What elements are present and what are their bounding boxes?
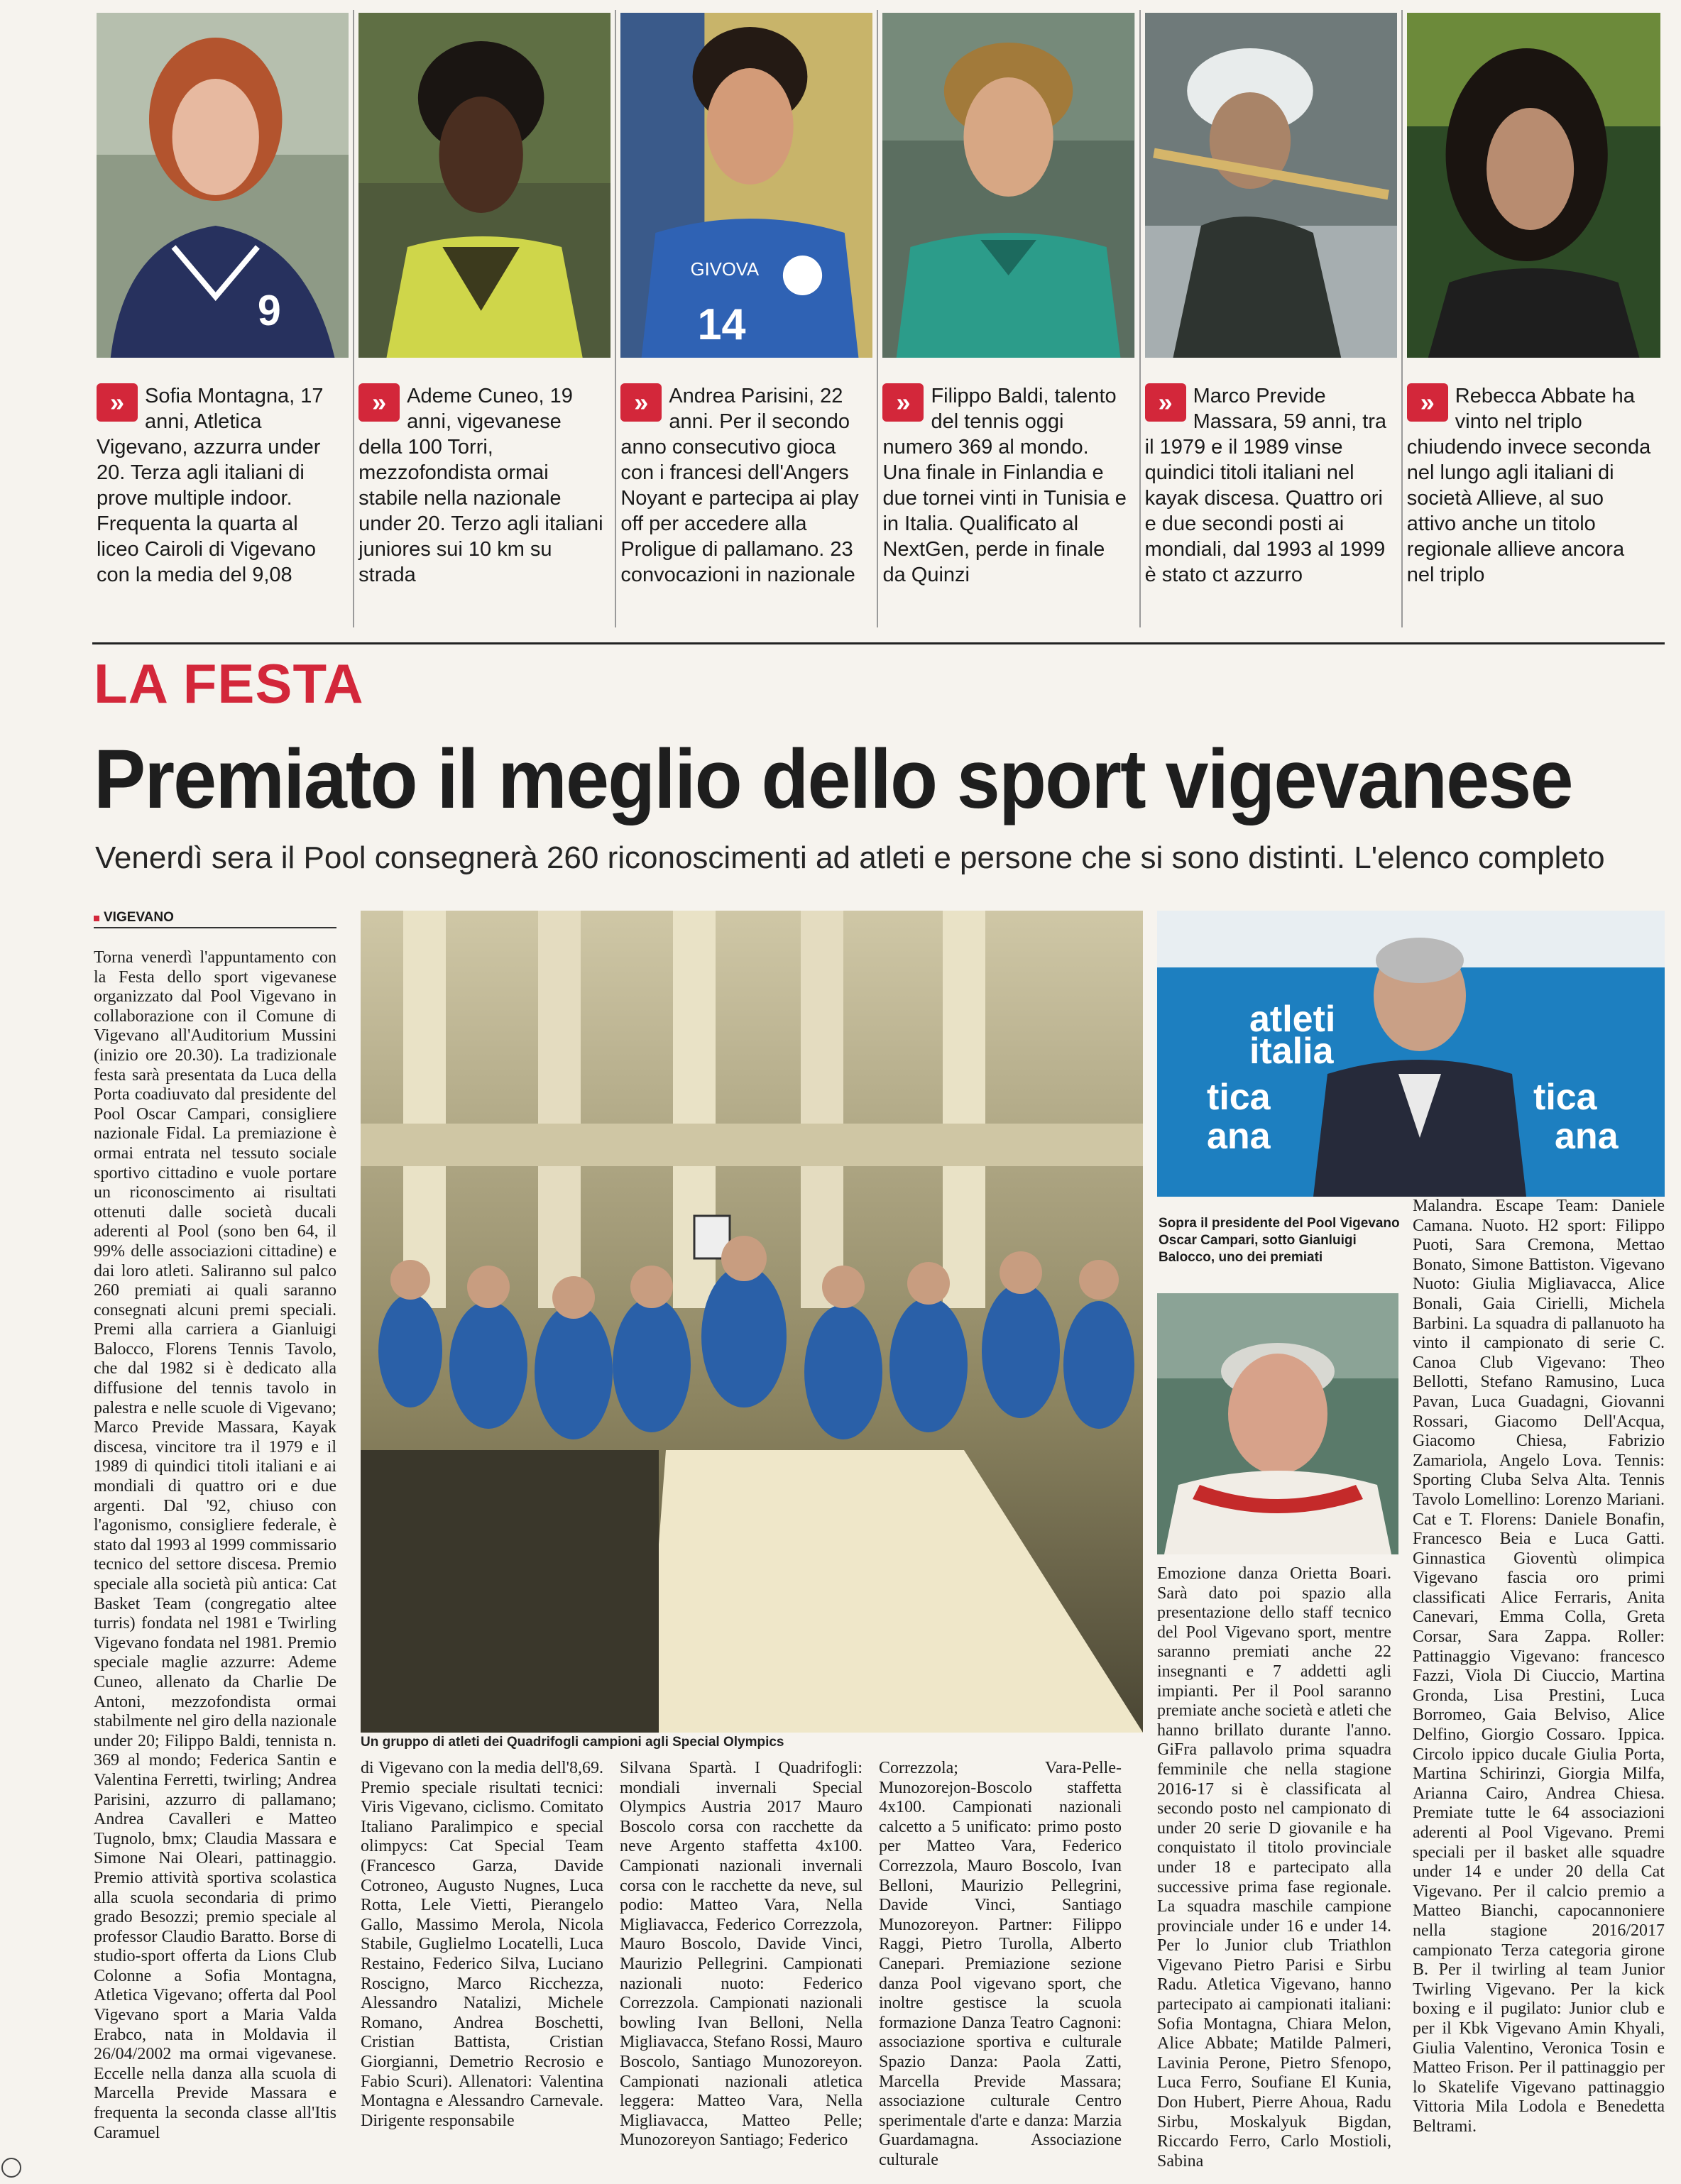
body-column-1: Torna venerdì l'appuntamento con la Festa dello sport vigevanese organizzato dal Pool Vigevano in collaborazione con il Comune di Vigevano all'Auditorium Mussini (inizio ore 20.30). La tradizionale festa sarà presentata da Luca della Porta coadiuvato dal presidente del Pool Oscar Campari, consigliere nazionale Fidal. La premiazione è ormai entrata nel tessuto sociale sportivo cittadino e vuole portare un riconoscimento ai risultati ottenuti dalle società ducali aderenti al Pool (sono ben 64, il 99% delle associazioni cittadine) e dai loro atleti. Saliranno sul palco 260 premiati ai quali saranno consegnati alcuni premi speciali. Premi alla carriera a Gianluigi Balocco, Florens Tennis Tavolo, che dal 1982 si è dedicato alla diffusione del tennis tavolo in palestra e nelle scuole di Vigevano; Marco Previde Massara, Kayak discesa, vincitore tra il 1979 e il 1989 di quindici titoli italiani e ai mondiali di quattro ori e due argenti. Dal '92, chiuso con l'agonismo, consigliere federale, è stato dal 1993 al 1999 commissario tecnico del settore discesa. Premio speciale alla società più antica: Cat Basket Team (congregatio altee turris) fondata nel 1981 e Twirling Vigevano fondata nel 1981. Premio speciale maglie azzurre: Ademe Cuneo, allenato da Charlie De Antoni, mezzofondista ormai stabilmente nel giro della nazionale under 20; Filippo Baldi, tennista n. 369 al mondo; Federica Santin e Valentina Ferretti, twirling; Andrea Parisini, azzurro di pallamano; Andrea Cavalleri e Matteo Tugnolo, bmx; Claudia Massara e Simone Nai Oleari, pattinaggio. Premio attività sportiva scolastica alla scuola secondaria di primo grado Besozzi; premio speciale al professor Claudio Baratto. Borse di studio-sport offerta da Lions Club Colonne a Sofia Montagna, Atletica Vigevano; offerta dal Pool Vigevano sport a Maria Valda Erabco, nata in Moldavia il 26/04/2002 ma ormai vigevanese. Eccelle nella danza alla scuola di Marcella Previde Massara e frequenta la seconda classe all'Itis Caramuel [94, 948, 336, 2142]
athlete-photo [1145, 13, 1397, 358]
article-headline: Premiato il meglio dello sport vigevanese [94, 732, 1572, 826]
president-photo-caption: Sopra il presidente del Pool Vigevano Oscar Campari, sotto Gianluigi Balocco, uno dei premiati [1159, 1216, 1400, 1265]
svg-text:tica: tica [1207, 1077, 1271, 1118]
dateline: VIGEVANO [94, 910, 336, 928]
section-divider [92, 642, 1665, 644]
balocco-photo [1157, 1293, 1398, 1554]
svg-text:italia: italia [1249, 1031, 1334, 1072]
athlete-card-andrea-parisini [616, 10, 878, 627]
double-chevron-right-icon: » [358, 383, 400, 422]
page-corner-mark [1, 2158, 21, 2178]
dateline-marker-icon [94, 916, 99, 921]
athlete-card-marco-previde-massara [1141, 10, 1403, 627]
article-subhead: Venerdì sera il Pool consegnerà 260 riconoscimenti ad atleti e persone che si sono distinti. L'elenco completo [95, 840, 1605, 875]
svg-text:ana: ana [1555, 1116, 1619, 1157]
double-chevron-right-icon: » [97, 383, 138, 422]
svg-text:atleti: atleti [1249, 999, 1336, 1040]
body-column-4: Correzzola; Vara-Pelle-Munozorejon-Boscolo staffetta 4x100. Campionati nazionali calcetto a 5 unificato: primo posto per Matteo Vara, Federico Correzzola, Mauro Boscolo, Ivan Belloni, Maurizio Pellegrini, Davide Vinci, Santiago Munozoreyon. Partner: Filippo Raggi, Pietro Turolla, Alberto Canepari. Premiazione sezione danza Pool vigevano sport, che inoltre gestisce la scuola formazione Danza Teatro Cagnoni: associazione sportiva e culturale Spazio Danza: Paola Zatti, Marcella Previde Massara; associazione culturale Centro sperimentale d'arte e danza: Marzia Guardamagna. Associazione culturale [879, 1759, 1122, 2169]
athlete-caption: » Rebecca Abbate ha vinto nel triplo chiudendo invece seconda nel lungo agli italiani di società Allieve, al suo attivo anche un titolo regionale allieve ancora nel triplo [1406, 385, 1651, 586]
svg-text:9: 9 [257, 286, 281, 335]
athlete-photo [97, 13, 349, 358]
svg-text:ana: ana [1207, 1116, 1271, 1157]
president-photo [1157, 911, 1665, 1197]
svg-text:14: 14 [697, 300, 746, 350]
group-photo [361, 911, 1143, 1733]
athlete-caption: » Ademe Cuneo, 19 anni, vigevanese della 100 Torri, mezzofondista ormai stabile nella nazionale under 20. Terzo agli italiani juniores sui 10 km su strada [358, 385, 603, 586]
body-column-6: Malandra. Escape Team: Daniele Camana. Nuoto. H2 sport: Filippo Puoti, Sara Cremona, Mettao Bonato, Simone Battiston. Vigevano Nuoto: Giulia Migliavacca, Alice Bonali, Gaia Cirielli, Michela Barbini. La squadra di pallanuoto ha vinto il campionato di serie C. Canoa Club Vigevano: Theo Bellotti, Stefano Ramusino, Luca Pavan, Luca Guadagni, Giovanni Rossari, Giacomo Dell'Acqua, Giacomo Chiesa, Fabrizio Zamariola, Angelo Lova. Tennis: Sporting Cluba Selva Alta. Tennis Tavolo Lomellino: Lorenzo Mariani. Cat e T. Florens: Daniele Bonafin, Francesco Beia e Luca Gatti. Ginnastica Gioventù olimpica Vigevano fascia oro primi classificati Alice Ferraris, Anita Canevari, Emma Colla, Greta Corsar, Sara Zappa. Roller: Pattinaggio Vigevano: francesco Fazzi, Viola Di Ciuccio, Martina Gronda, Lisa Prestini, Luca Borromeo, Gaia Belviso, Alice Delfino, Giorgio Cossaro. Ippica. Circolo ippico ducale Giulia Porta, Martina Schirinzi, Giorgia Milfa, Arianna Cairo, Andrea Chiesa. Premiate tutte le 64 associazioni aderenti al Pool Vigevano. Premi speciali per il basket alle squadre under 14 e under 20 della Cat Vigevano. Per il calcio premio a Matteo Bianchi, capocannoniere nella stagione 2016/2017 campionato Terza categoria girone B. Per il twirling al team Junior Twirling Vigevano. Per la kick boxing e il pugilato: Junior club e per il Kbk Vigevano Amin Khyali, Giulia Valentino, Veronica Tosin e Matteo Frison. Per il pattinaggio per lo Skatelife Vigevano pattinaggio Vittoria Mila Lodola e Benedetta Beltrami. [1413, 1197, 1665, 2136]
double-chevron-right-icon: » [1145, 383, 1186, 422]
athlete-caption: » Andrea Parisini, 22 anni. Per il secondo anno consecutivo gioca con i francesi dell'Angers Noyant e partecipa ai play off per accedere alla Proligue di pallamano. 23 convocazioni in nazionale [620, 385, 859, 586]
athlete-card-rebecca-abbate [1403, 10, 1665, 627]
group-photo-caption: Un gruppo di atleti dei Quadrifogli campioni agli Special Olympics [361, 1735, 784, 1750]
double-chevron-right-icon: » [1407, 383, 1448, 422]
athlete-caption: » Filippo Baldi, talento del tennis oggi numero 369 al mondo. Una finale in Finlandia e due tornei vinti in Tunisia e in Italia. Qualificato al NextGen, perde in finale da Quinzi [882, 385, 1127, 586]
body-column-2: di Vigevano con la media dell'8,69. Premio speciale risultati tecnici: Viris Vigevano, ciclismo. Comitato Italiano Paralimpico e special olimpycs: Cat Special Team (Francesco Garza, Davide Cotroneo, Augusto Nugnes, Luca Rotta, Lele Vietti, Pierangelo Gallo, Massimo Merola, Nicola Stabile, Guglielmo Locatelli, Luca Restaino, Federico Silva, Luciano Roscigno, Marco Ricchezza, Alessandro Natalizi, Michele Romano, Andrea Boschetti, Cristian Battista, Cristian Giorgianni, Demetrio Recrosio e Fabio Scuri). Allenatori: Valentina Montagna e Alessandro Carnevale. Dirigente responsabile [361, 1759, 603, 2130]
athlete-strip [92, 10, 1665, 627]
double-chevron-right-icon: » [620, 383, 662, 422]
athlete-photo [358, 13, 610, 358]
double-chevron-right-icon: » [882, 383, 924, 422]
svg-text:tica: tica [1533, 1077, 1597, 1118]
athlete-photo [1407, 13, 1660, 358]
section-kicker: LA FESTA [94, 652, 364, 715]
svg-text:GIVOVA: GIVOVA [690, 259, 760, 280]
body-column-3: Silvana Spartà. I Quadrifogli: mondiali invernali Special Olympics Austria 2017 Mauro Boscolo corsa con racchette da neve Argento staffetta 4x100. Campionati nazionali invernali corsa con le racchette da neve, sul podio: Matteo Vara, Nella Migliavacca, Federico Correzzola, Mauro Boscolo, Davide Vinci, Maurizio Pellegrini. Campionati nazionali nuoto: Federico Correzzola. Campionati nazionali bowling Ivan Belloni, Nella Migliavacca, Stefano Rossi, Mauro Boscolo, Santiago Munozoreyon. Campionati nazionali atletica leggera: Matteo Vara, Nella Migliavacca, Matteo Pelle; Munozoreyon Santiago; Federico [620, 1759, 863, 2150]
athlete-card-ademe-cuneo [354, 10, 616, 627]
athlete-caption: » Sofia Montagna, 17 anni, Atletica Vigevano, azzurra under 20. Terza agli italiani di prove multiple indoor. Frequenta la quarta al liceo Cairoli di Vigevano con la media del 9,08 [97, 385, 324, 586]
athlete-caption: » Marco Previde Massara, 59 anni, tra il 1979 e il 1989 vinse quindici titoli italiani nel kayak discesa. Quattro ori e due secondi posti ai mondiali, dal 1993 al 1999 è stato ct azzurro [1144, 385, 1387, 586]
athlete-card-sofia-montagna [92, 10, 354, 627]
athlete-card-filippo-baldi [878, 10, 1140, 627]
athlete-photo [620, 13, 872, 358]
body-column-5: Emozione danza Orietta Boari. Sarà dato poi spazio alla presentazione dello staff tecnico del Pool Vigevano sport, mentre saranno premiati anche 22 insegnanti e 7 addetti agli impianti. Per il Pool saranno premiate anche società e atleti che hanno brillato durante l'anno. GiFra pallavolo prima squadra femminile che nella stagione 2016-17 si è classificata al secondo posto nel campionato di under 20 serie D giovanile e ha conquistato il titolo provinciale under 18 e partecipato alla successive prima fase regionale. La squadra maschile campione provinciale under 16 e under 14. Per lo Junior club Triathlon Vigevano Pietro Parisi e Sirbu Radu. Atletica Vigevano, hanno partecipato ai campionati italiani: Sofia Montagna, Chiara Melon, Alice Abbate; Matilde Palmeri, Lavinia Perone, Pietro Sfenopo, Luca Ferro, Soufiane El Kunia, Don Hubert, Pierre Ahoua, Radu Sirbu, Moskalyuk Bigdan, Riccardo Ferro, Carlo Mostioli, Sabina [1157, 1564, 1391, 2171]
athlete-photo [882, 13, 1134, 358]
